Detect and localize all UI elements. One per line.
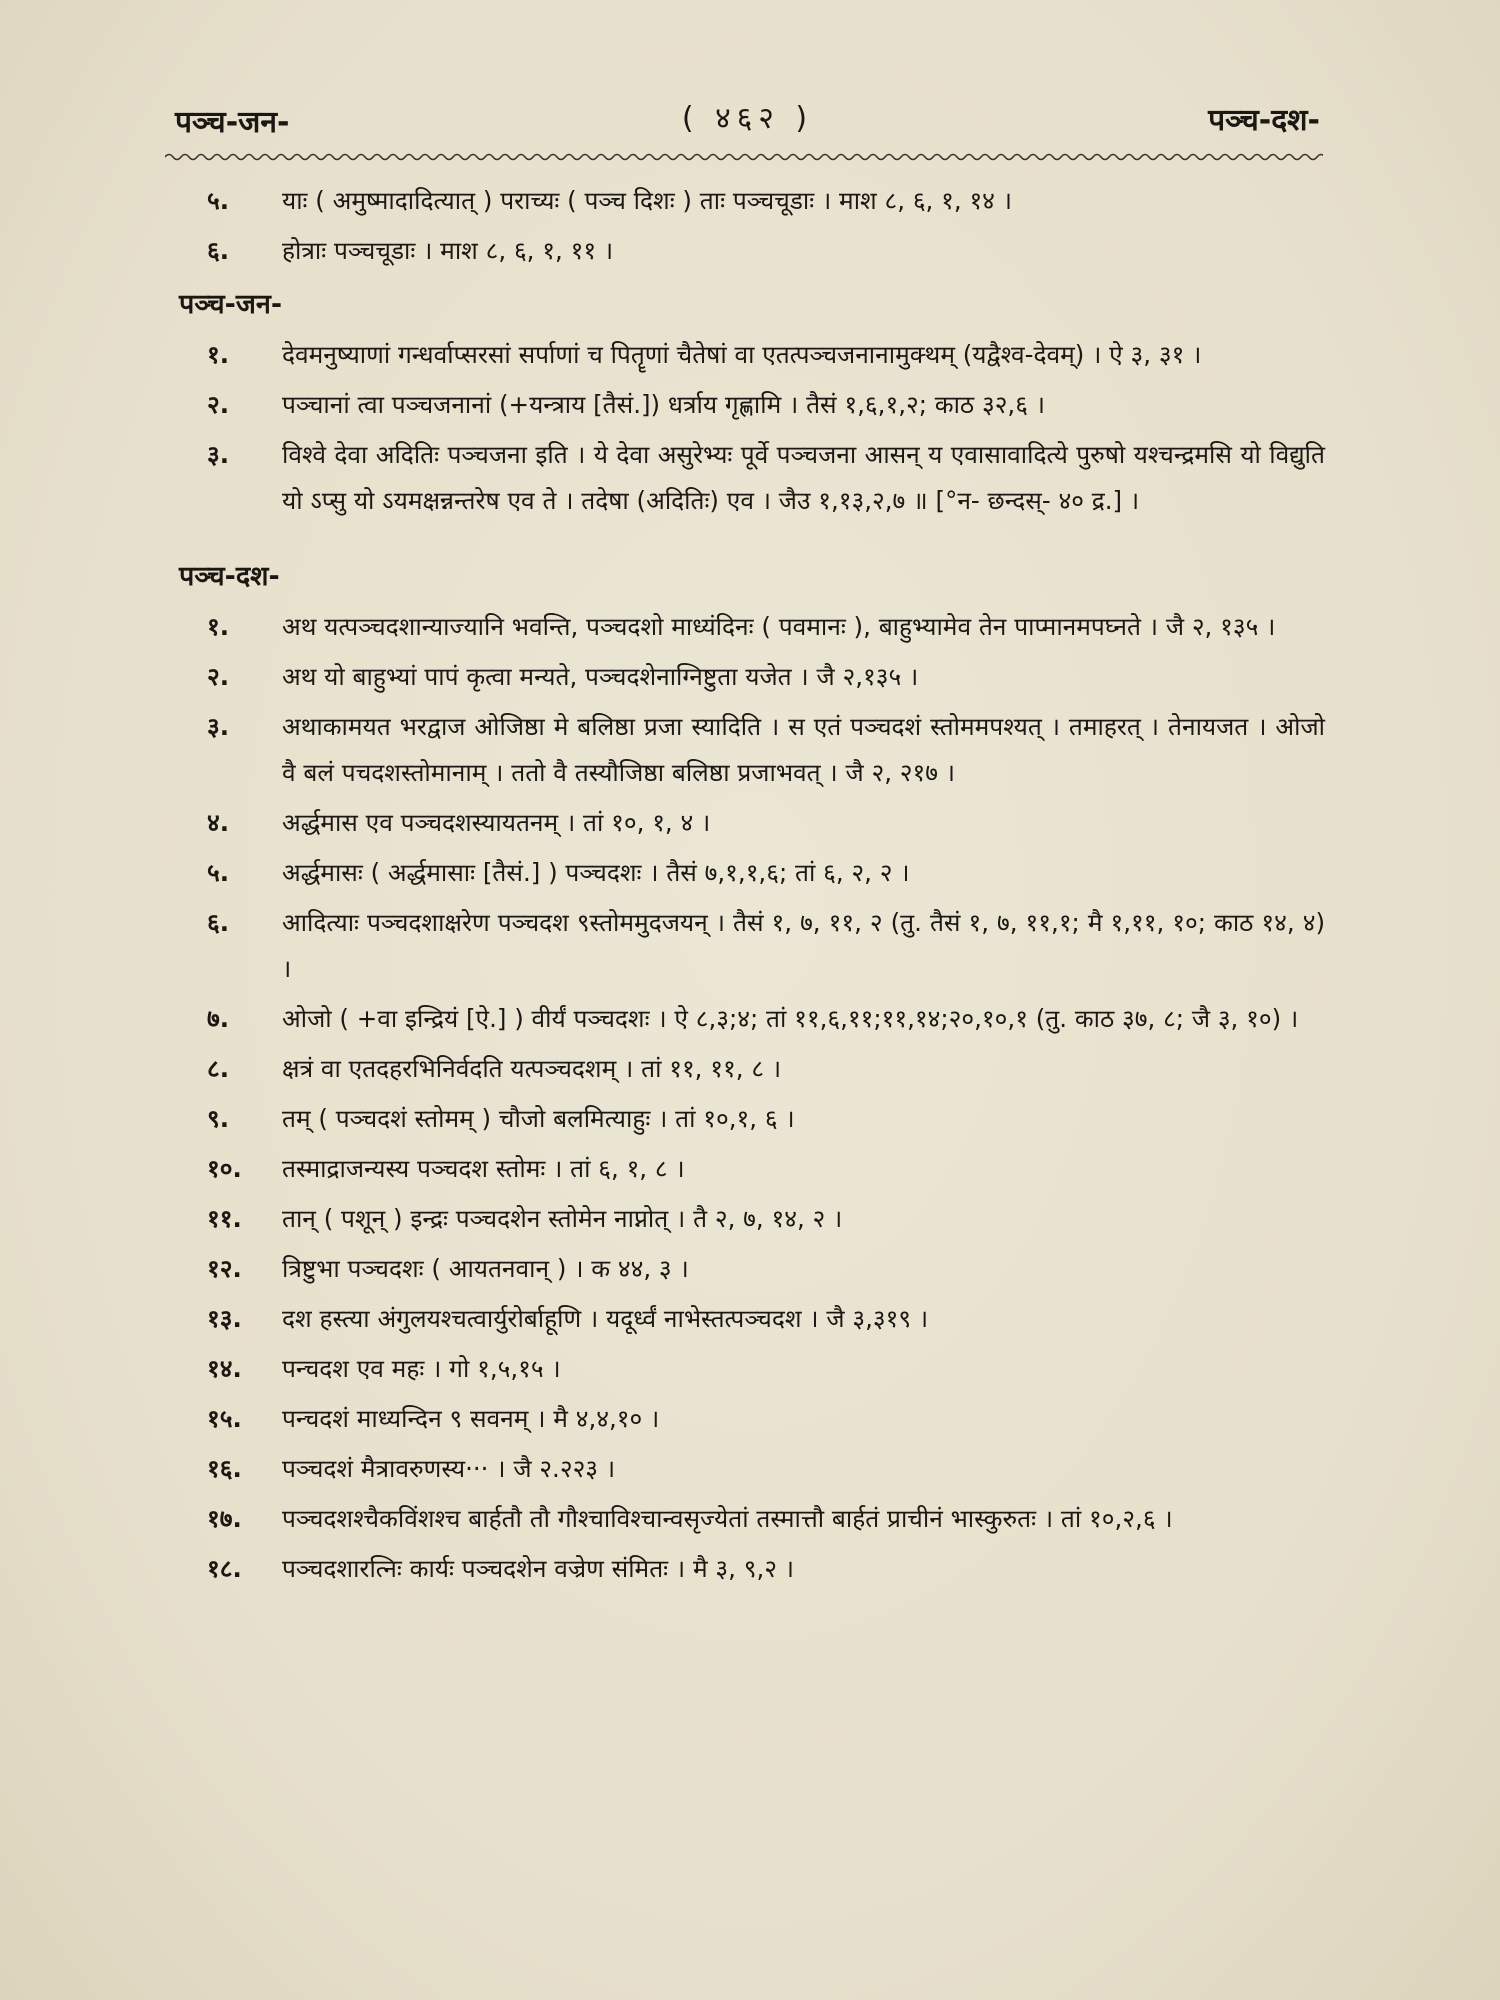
- list-item: [175, 382, 1325, 428]
- entry-heading: पञ्च-जन-: [179, 289, 283, 320]
- item-number: १४.: [207, 1354, 242, 1383]
- item-number: २.: [207, 662, 230, 691]
- item-number: ३.: [207, 440, 230, 469]
- item-number: ४.: [207, 808, 230, 837]
- list-item: [175, 704, 1325, 796]
- item-text: होत्राः पञ्चचूडाः । माश ८, ६, १, ११ ।: [282, 236, 614, 265]
- page-header: [175, 92, 1320, 142]
- item-number: १५.: [207, 1404, 242, 1433]
- item-text: विश्वे देवा अदितिः पञ्चजना इति । ये देवा असुरेभ्यः पूर्वे पञ्चजना आसन् य एवासावादित्ये पुरुषो यश्चन्द्रमसि यो विद्युति यो ऽप्सु यो ऽयमक्षन्नन्तरेष एव ते । तदेषा (अदितिः) एव । जैउ १,१३,२,७ ॥ [°न- छन्दस्- ४० द्र.] ।: [282, 440, 1325, 515]
- list-item: [175, 1246, 1325, 1292]
- item-number: ५.: [207, 186, 230, 215]
- item-text: अर्द्धमास एव पञ्चदशस्यायतनम् । तां १०, १, ४ ।: [282, 808, 711, 837]
- list-item: [175, 1046, 1325, 1092]
- item-text: आदित्याः पञ्चदशाक्षरेण पञ्चदश ९स्तोममुदजयन् । तैसं १, ७, ११, २ (तु. तैसं १, ७, ११,१; मै १,११, १०; काठ १४, ४) ।: [282, 908, 1325, 983]
- item-number: ६.: [207, 908, 230, 937]
- item-number: ६.: [207, 236, 230, 265]
- list-item: [175, 996, 1325, 1042]
- list-item: [175, 1446, 1325, 1492]
- item-text: अथाकामयत भरद्वाज ओजिष्ठा मे बलिष्ठा प्रजा स्यादिति । स एतं पञ्चदशं स्तोममपश्यत् । तमाहरत् । तेनायजत । ओजो वै बलं पचदशस्तोमानाम् । ततो वै तस्यौजिष्ठा बलिष्ठा प्रजाभवत् । जै २, २१७ ।: [282, 712, 1325, 787]
- header-left-entry: पञ्च-जन-: [175, 105, 290, 140]
- item-text: क्षत्रं वा एतदहरभिनिर्वदति यत्पञ्चदशम् । तां ११, ११, ८ ।: [282, 1054, 782, 1083]
- wavy-rule: [165, 150, 1323, 164]
- list-item: [175, 1346, 1325, 1392]
- item-text: तान् ( पशून् ) इन्द्रः पञ्चदशेन स्तोमेन नाप्नोत् । तै २, ७, १४, २ ।: [282, 1204, 843, 1233]
- item-text: देवमनुष्याणां गन्धर्वाप्सरसां सर्पाणां च पितॄणां चैतेषां वा एतत्पञ्चजनानामुक्थम् (यद्वैश्व-देवम्) । ऐ ३, ३१ ।: [282, 340, 1202, 369]
- list-item: [175, 654, 1325, 700]
- item-text: अथ यो बाहुभ्यां पापं कृत्वा मन्यते, पञ्चदशेनाग्निष्टुता यजेत । जै २,१३५ ।: [282, 662, 919, 691]
- list-item: [175, 1396, 1325, 1442]
- item-number: १६.: [207, 1454, 242, 1483]
- item-text: पन्चदश एव महः । गो १,५,१५ ।: [282, 1354, 561, 1383]
- item-text: पन्चदशं माध्यन्दिन ९ सवनम् । मै ४,४,१० ।: [282, 1404, 660, 1433]
- list-item: [175, 332, 1325, 378]
- list-item: [175, 178, 1325, 224]
- item-number: १३.: [207, 1304, 242, 1333]
- list-item: [175, 1296, 1325, 1342]
- item-text: तम् ( पञ्चदशं स्तोमम् ) चौजो बलमित्याहुः । तां १०,१, ६ ।: [282, 1104, 795, 1133]
- item-number: ९.: [207, 1104, 230, 1133]
- item-number: २.: [207, 390, 230, 419]
- item-number: १७.: [207, 1504, 242, 1533]
- item-number: ३.: [207, 712, 230, 741]
- header-right-entry: पञ्च-दश-: [1208, 103, 1320, 138]
- item-number: ८.: [207, 1054, 230, 1083]
- item-number: १८.: [207, 1554, 242, 1583]
- item-text: अथ यत्पञ्चदशान्याज्यानि भवन्ति, पञ्चदशो माध्यंदिनः ( पवमानः ), बाहुभ्यामेव तेन पाप्मानमपघ्नते । जै २, १३५ ।: [282, 612, 1276, 641]
- item-number: १.: [207, 340, 230, 369]
- list-item: [175, 850, 1325, 896]
- list-item: [175, 1546, 1325, 1592]
- dictionary-content: [175, 178, 1325, 1596]
- list-item: [175, 1196, 1325, 1242]
- list-item: [175, 432, 1325, 524]
- page-number: ( ४६२ ): [681, 101, 814, 136]
- item-number: ५.: [207, 858, 230, 887]
- item-text: त्रिष्टुभा पञ्चदशः ( आयतनवान् ) । क ४४, ३ ।: [282, 1254, 689, 1283]
- item-text: पञ्चानां त्वा पञ्चजनानां (+यन्त्राय [तैसं.]) धर्त्राय गृह्णामि । तैसं १,६,१,२; काठ ३२,६ ।: [282, 390, 1046, 419]
- item-text: पञ्चदशश्चैकविंशश्च बार्हतौ तौ गौश्चाविश्चान्वसृज्येतां तस्मात्तौ बार्हतं प्राचीनं भास्कुरुतः । तां १०,२,६ ।: [282, 1504, 1173, 1533]
- item-number: ७.: [207, 1004, 230, 1033]
- item-text: दश हस्त्या अंगुलयश्चत्वार्युरोर्बाहूणि । यदूर्ध्वं नाभेस्तत्पञ्चदश । जै ३,३१९ ।: [282, 1304, 929, 1333]
- entry-heading: पञ्च-दश-: [179, 561, 280, 592]
- list-item: [175, 1096, 1325, 1142]
- item-text: याः ( अमुष्मादादित्यात् ) पराच्यः ( पञ्च दिशः ) ताः पञ्चचूडाः । माश ८, ६, १, १४ ।: [282, 186, 1012, 215]
- list-item: [175, 1146, 1325, 1192]
- list-item: [175, 604, 1325, 650]
- item-text: पञ्चदशारत्निः कार्यः पञ्चदशेन वज्रेण संमितः । मै ३, ९,२ ।: [282, 1554, 795, 1583]
- item-number: १२.: [207, 1254, 242, 1283]
- item-number: १०.: [207, 1154, 242, 1183]
- list-item: [175, 228, 1325, 274]
- item-number: ११.: [207, 1204, 242, 1233]
- list-item: [175, 800, 1325, 846]
- list-item: [175, 900, 1325, 992]
- item-text: पञ्चदशं मैत्रावरुणस्य··· । जै २.२२३ ।: [282, 1454, 616, 1483]
- item-text: तस्माद्राजन्यस्य पञ्चदश स्तोमः । तां ६, १, ८ ।: [282, 1154, 685, 1183]
- item-text: ओजो ( +वा इन्द्रियं [ऐ.] ) वीर्यं पञ्चदशः । ऐ ८,३;४; तां ११,६,११;११,१४;२०,१०,१ (तु. काठ ३७, ८; जै ३, १०) ।: [282, 1004, 1299, 1033]
- item-number: १.: [207, 612, 230, 641]
- list-item: [175, 1496, 1325, 1542]
- item-text: अर्द्धमासः ( अर्द्धमासाः [तैसं.] ) पञ्चदशः । तैसं ७,१,१,६; तां ६, २, २ ।: [282, 858, 910, 887]
